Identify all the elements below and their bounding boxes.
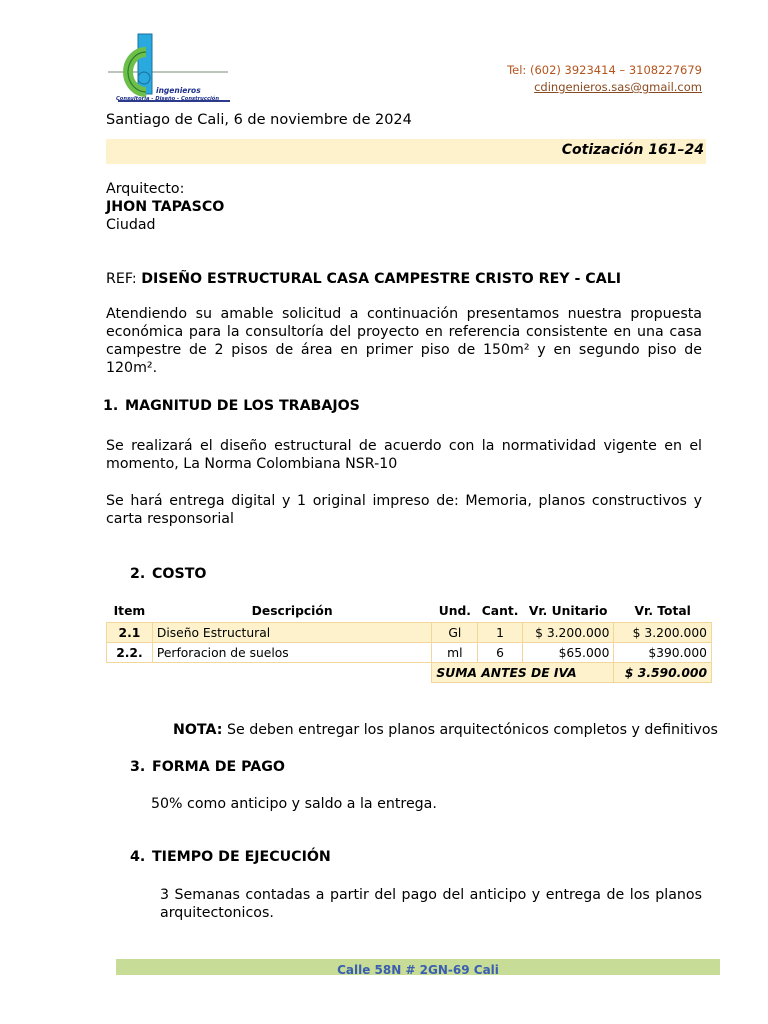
- reference-label: REF:: [106, 271, 137, 287]
- subtotal-value: $ 3.590.000: [614, 663, 712, 683]
- recipient-title: Arquitecto:: [106, 181, 185, 197]
- table-row: [107, 623, 712, 643]
- reference-line: [106, 270, 621, 288]
- col-unit: Und.: [438, 604, 471, 618]
- blank-cell: [152, 663, 432, 683]
- col-total: Vr. Total: [634, 604, 691, 618]
- table-header-row: [107, 600, 712, 623]
- cell-total: $ 3.200.000: [614, 623, 712, 643]
- intro-paragraph: Atendiendo su amable solicitud a continuación presentamos nuestra propuesta económica para la consultoría del proyecto en referencia consistente en una casa campestre de 2 pisos de área en primer piso de 150m² y en segundo piso de 120m².: [106, 306, 702, 376]
- email-link[interactable]: cdingenieros.sas@gmail.com: [534, 80, 702, 94]
- footer-address: Calle 58N # 2GN-69 Cali: [337, 963, 499, 977]
- section2-number: 2.: [130, 566, 146, 582]
- col-description: Descripción: [251, 604, 333, 618]
- section1-number: 1.: [103, 398, 119, 414]
- quote-number: Cotización 161–24: [561, 142, 704, 158]
- cell-item: 2.2.: [107, 643, 153, 663]
- section2-heading: [130, 566, 206, 582]
- note-label: NOTA:: [173, 722, 223, 738]
- cell-description: Diseño Estructural: [152, 623, 432, 643]
- section1-para2: Se hará entrega digital y 1 original impreso de: Memoria, planos constructivos y carta responsorial: [106, 493, 702, 527]
- section3-number: 3.: [130, 759, 146, 775]
- phone-number: Tel: (602) 3923414 – 3108227679: [507, 63, 702, 77]
- section3-heading: [130, 759, 285, 775]
- cell-item: 2.1: [107, 623, 153, 643]
- section4-number: 4.: [130, 849, 146, 865]
- cost-table: [106, 600, 712, 683]
- note-line: [173, 721, 718, 739]
- col-item: Item: [113, 604, 146, 618]
- section4-heading: [130, 849, 331, 865]
- logo-tagline: Consultoría - Diseño - Construcción: [116, 96, 220, 102]
- subtotal-row: [107, 663, 712, 683]
- section4-text: 3 Semanas contadas a partir del pago del anticipo y entrega de los planos arquitectonicos.: [160, 887, 702, 921]
- contact-block: [507, 62, 702, 96]
- blank-cell: [107, 663, 153, 683]
- cell-qty: 6: [478, 643, 523, 663]
- cell-unit: ml: [432, 643, 478, 663]
- table-row: [107, 643, 712, 663]
- recipient-block: [106, 180, 224, 234]
- section3-title: FORMA DE PAGO: [152, 759, 285, 775]
- recipient-name: JHON TAPASCO: [106, 199, 225, 215]
- cell-total: $390.000: [614, 643, 712, 663]
- cell-unit-price: $ 3.200.000: [522, 623, 614, 643]
- quote-band: [106, 139, 706, 164]
- logo-wordmark: ingenieros: [156, 86, 201, 95]
- section3-text: 50% como anticipo y saldo a la entrega.: [151, 796, 437, 812]
- section1-title: MAGNITUD DE LOS TRABAJOS: [125, 398, 360, 414]
- footer-band: [116, 959, 720, 975]
- cd-logo-icon: [108, 30, 230, 112]
- col-qty: Cant.: [481, 604, 519, 618]
- cell-description: Perforacion de suelos: [152, 643, 432, 663]
- cell-unit: Gl: [432, 623, 478, 643]
- date-line: Santiago de Cali, 6 de noviembre de 2024: [106, 112, 412, 128]
- section1-heading: [103, 398, 360, 414]
- note-text: Se deben entregar los planos arquitectónicos completos y definitivos: [226, 722, 718, 738]
- subtotal-label: SUMA ANTES DE IVA: [432, 663, 614, 683]
- recipient-city: Ciudad: [106, 217, 156, 233]
- company-logo: [108, 30, 230, 112]
- col-unit-price: Vr. Unitario: [528, 604, 608, 618]
- section2-title: COSTO: [152, 566, 207, 582]
- reference-text: DISEÑO ESTRUCTURAL CASA CAMPESTRE CRISTO REY - CALI: [141, 271, 622, 287]
- cell-unit-price: $65.000: [522, 643, 614, 663]
- cell-qty: 1: [478, 623, 523, 643]
- section4-title: TIEMPO DE EJECUCIÓN: [152, 849, 331, 865]
- section1-para1: Se realizará el diseño estructural de acuerdo con la normatividad vigente en el momento, La Norma Colombiana NSR-10: [106, 438, 702, 472]
